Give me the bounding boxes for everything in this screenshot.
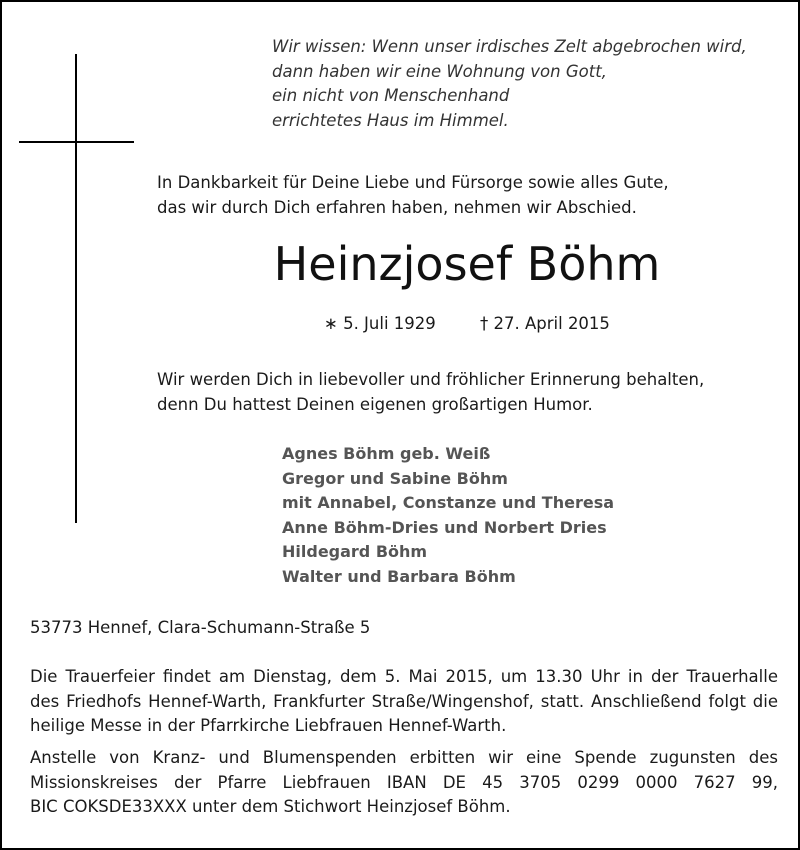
memory-text (157, 368, 704, 417)
donation-line: Anstelle von Kranz- und Blumenspenden erbitten wir eine Spende zugunsten des (30, 748, 778, 767)
verse-line: errichtetes Haus im Himmel. (272, 110, 509, 130)
birth-date: ∗ 5. Juli 1929 (324, 314, 436, 333)
funeral-info (30, 665, 778, 739)
intro-text (157, 171, 669, 220)
mourner-entry: Agnes Böhm geb. Weiß (282, 444, 491, 463)
intro-line: In Dankbarkeit für Deine Liebe und Fürsorge sowie alles Gute, (157, 173, 669, 192)
donation-line: Missionskreises der Pfarre Liebfrauen IBAN DE 45 3705 0299 0000 7627 99, (30, 772, 778, 792)
memory-line: denn Du hattest Deinen eigenen großartigen Humor. (157, 394, 593, 414)
mourner-entry: mit Annabel, Constanze und Theresa (282, 493, 615, 512)
deceased-name: Heinzjosef Böhm (273, 237, 661, 291)
verse-line: ein nicht von Menschenhand (272, 86, 510, 105)
memory-line: Wir werden Dich in liebevoller und fröhlicher Erinnerung behalten, (157, 370, 705, 389)
death-date: † 27. April 2015 (480, 314, 610, 333)
donation-info (30, 746, 778, 820)
mourner-entry: Gregor und Sabine Böhm (282, 468, 508, 488)
funeral-line: heilige Messe in der Pfarrkirche Liebfrauen Hennef-Warth. (30, 716, 507, 735)
mourner-entry: Hildegard Böhm (282, 542, 428, 561)
verse-line: dann haben wir eine Wohnung von Gott, (272, 61, 607, 81)
intro-line: das wir durch Dich erfahren haben, nehmen wir Abschied. (157, 197, 637, 217)
funeral-line: des Friedhofs Hennef-Warth, Frankfurter Straße/Wingenshof, statt. Anschließend folgt die (30, 691, 778, 711)
verse-line: Wir wissen: Wenn unser irdisches Zelt abgebrochen wird, (272, 37, 747, 56)
donation-line: BIC COKSDE33XXX unter dem Stichwort Heinzjosef Böhm. (30, 797, 511, 816)
address: 53773 Hennef, Clara-Schumann-Straße 5 (30, 618, 371, 637)
bible-verse (272, 35, 747, 133)
funeral-line: Die Trauerfeier findet am Dienstag, dem 5. Mai 2015, um 13.30 Uhr in der Trauerhalle (30, 667, 778, 686)
mourner-entry: Anne Böhm-Dries und Norbert Dries (282, 517, 607, 537)
mourner-entry: Walter und Barbara Böhm (282, 566, 516, 586)
mourners-list (282, 442, 614, 589)
cross-icon-bar (19, 141, 134, 143)
